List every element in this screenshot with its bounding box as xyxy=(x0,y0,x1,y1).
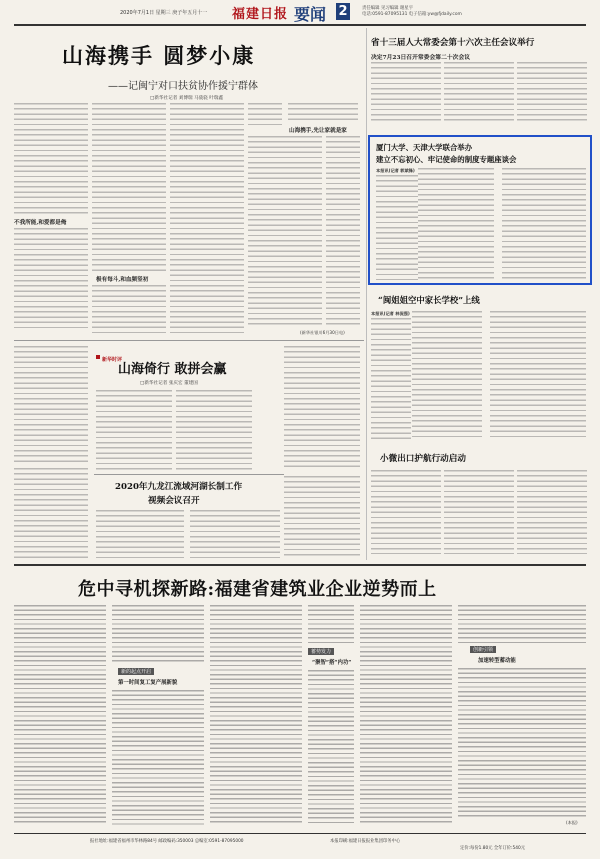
bottom-subhead-2: “聚智”搭“内功” xyxy=(312,660,352,666)
editor-info xyxy=(362,6,462,18)
parent-school-col-1a xyxy=(371,318,411,439)
left-lower-col-a xyxy=(14,346,88,464)
bottom-col-2 xyxy=(112,605,204,665)
commentary-tag-label: 新华时评 xyxy=(102,357,123,363)
main-byline: □新华社记者 刘博瑞 马骁骁 叶瑞鑫 xyxy=(150,96,224,101)
highlight-headline-2: 建立不忘初心、牢记使命的制度专题座谈会 xyxy=(376,155,517,164)
main-col-4 xyxy=(248,103,282,125)
bottom-tag-2: 蓄势发力 xyxy=(308,648,334,655)
parent-school-headline: “闽姐姐空中家长学校”上线 xyxy=(378,295,480,305)
river-chief-col-1 xyxy=(96,510,184,558)
river-chief-headline-1: 2020年九龙江流域河湖长制工作 xyxy=(115,482,243,492)
micro-export-col-1 xyxy=(371,470,441,554)
parent-school-byline: 本报讯(记者 林侃强) xyxy=(371,311,410,316)
parent-school-col-2 xyxy=(490,311,586,439)
main-source: (新华社银川6月30日电) xyxy=(300,330,345,335)
main-subhead-3: 山海携手,先让家就是家 xyxy=(289,128,347,134)
highlighted-article xyxy=(368,135,592,285)
river-chief-headline-2: 视频会议召开 xyxy=(148,496,200,506)
main-col-4b xyxy=(248,136,322,326)
bottom-col-6b xyxy=(458,668,586,818)
contact-line: 电话:0591-87095131 电子信箱:yw@fjdaily.com xyxy=(362,12,462,17)
main-col-1b xyxy=(14,228,88,332)
bottom-col-6a xyxy=(458,605,586,643)
bottom-headline: 危中寻机探新路:福建省建筑业企业逆势而上 xyxy=(78,579,437,600)
highlight-col-1 xyxy=(418,168,494,280)
issue-date: 2020年7月1日 星期三 庚子年五月十一 xyxy=(120,10,208,16)
footer-rule xyxy=(14,833,586,834)
left-lower-col-a2 xyxy=(14,468,88,558)
bottom-col-4a xyxy=(308,605,354,645)
bottom-subhead-3: 加速转型蓄动能 xyxy=(478,658,516,664)
main-col-3 xyxy=(170,103,244,335)
river-chief-col-2 xyxy=(190,510,280,558)
bottom-col-3 xyxy=(210,605,302,825)
river-chief-col-3 xyxy=(284,476,360,558)
micro-export-col-3 xyxy=(517,470,587,554)
page-number: 2 xyxy=(336,3,350,20)
highlight-col-1a xyxy=(376,175,418,280)
footer-printer: 本报印刷:福建日报报业集团印务中心 xyxy=(330,839,401,844)
parent-school-col-1 xyxy=(412,311,482,439)
newspaper-logo: 福建日报 xyxy=(232,7,289,22)
editor-line: 责任编辑 见习编辑 谢星宇 xyxy=(362,6,414,11)
column-divider xyxy=(366,28,367,560)
main-col-5b xyxy=(326,136,360,326)
commentary-headline: 山海倚行 敢拼会赢 xyxy=(118,362,227,377)
bottom-signoff: (本报) xyxy=(566,820,578,825)
bottom-tag-1: 新的起点开启 xyxy=(118,668,154,675)
main-story-bottom-rule xyxy=(14,340,364,341)
bottom-col-2b xyxy=(112,690,204,825)
nps-col-3 xyxy=(517,62,587,122)
section-name: 要闻 xyxy=(294,5,327,24)
bottom-story-top-rule xyxy=(14,564,586,566)
main-col-5 xyxy=(288,103,358,123)
commentary-col-1 xyxy=(96,390,172,470)
nps-col-1 xyxy=(371,62,441,122)
footer-address: 报社地址:福建省福州市华林路84号 邮政编码:350003 总编室:0591-87095000 xyxy=(90,839,244,844)
commentary-tag-marker xyxy=(96,355,100,359)
highlight-col-2 xyxy=(502,168,586,280)
bottom-col-4b xyxy=(308,670,354,825)
micro-export-col-2 xyxy=(444,470,514,554)
nps-meeting-subheadline: 决定7月23日召开常委会第二十次会议 xyxy=(371,55,471,61)
main-col-2a xyxy=(92,103,166,273)
main-col-1a xyxy=(14,103,88,215)
bottom-tag-3: 创新引领 xyxy=(470,646,496,653)
commentary-col-3 xyxy=(284,346,360,470)
main-subheadline: ——记闽宁对口扶贫协作援宁群体 xyxy=(108,81,258,92)
nps-col-2 xyxy=(444,62,514,122)
main-headline: 山海携手 圆梦小康 xyxy=(62,43,256,68)
footer-price: 定价:每份1.80元 全年订价:540元 xyxy=(460,846,525,851)
header-rule xyxy=(14,24,586,26)
main-col-2b xyxy=(92,285,166,335)
commentary-col-2 xyxy=(176,390,252,470)
bottom-col-5 xyxy=(360,605,452,825)
main-subhead-2: 极有每斗,和血频竖初 xyxy=(96,277,149,283)
bottom-subhead-1: 第一时间复工复产展新貌 xyxy=(118,680,178,686)
nps-meeting-headline: 省十三届人大常委会第十六次主任会议举行 xyxy=(371,38,535,48)
bottom-col-1 xyxy=(14,605,106,825)
highlight-byline: 本报讯(记者 郭斌锋) xyxy=(376,168,415,173)
main-subhead-1: 不我所能,和爱都是俺 xyxy=(14,220,67,226)
commentary-bottom-rule xyxy=(94,474,284,475)
commentary-byline: □新华社记者 张庆宏 董建国 xyxy=(140,381,198,386)
highlight-headline-1: 厦门大学、天津大学联合举办 xyxy=(376,143,473,152)
micro-export-headline: 小微出口护航行动启动 xyxy=(380,454,466,464)
